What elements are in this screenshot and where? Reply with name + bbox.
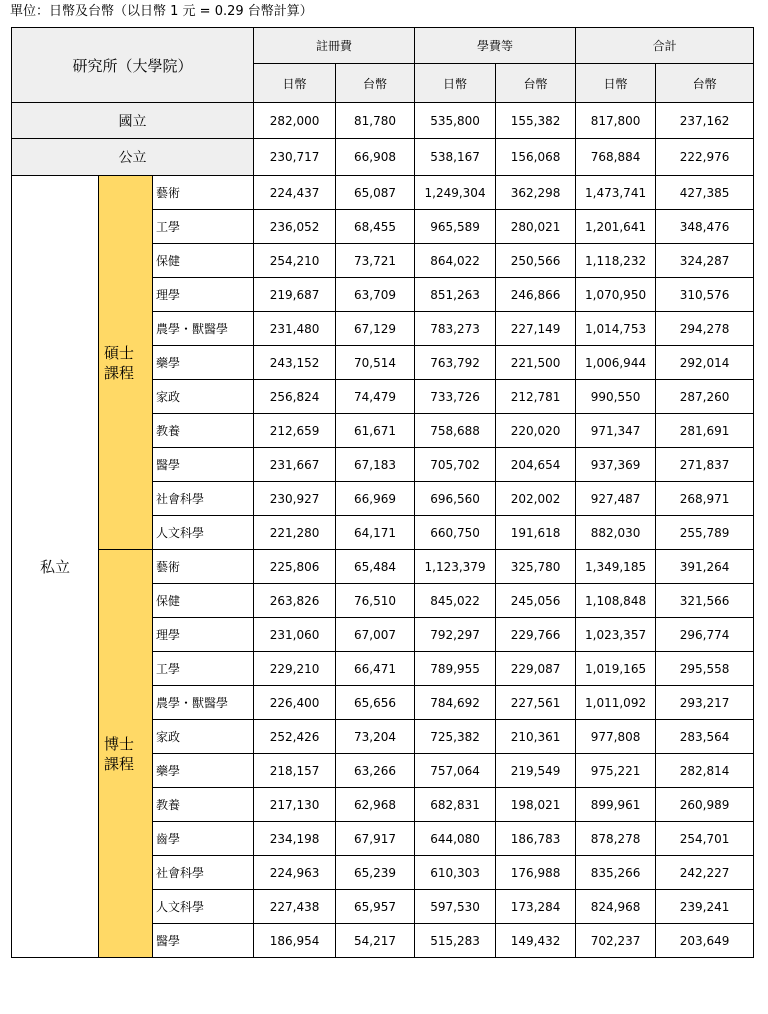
table-cell: 882,030 (576, 516, 656, 550)
field-name: 社會科學 (153, 856, 254, 890)
table-cell: 234,198 (254, 822, 336, 856)
table-cell: 1,023,357 (576, 618, 656, 652)
table-cell: 763,792 (415, 346, 496, 380)
table-cell: 231,667 (254, 448, 336, 482)
table-cell: 204,654 (496, 448, 576, 482)
header-total: 合計 (576, 28, 754, 64)
table-cell: 226,400 (254, 686, 336, 720)
table-cell: 282,000 (254, 103, 336, 139)
table-cell: 186,954 (254, 924, 336, 958)
table-cell: 271,837 (656, 448, 754, 482)
table-cell: 845,022 (415, 584, 496, 618)
table-cell: 229,210 (254, 652, 336, 686)
table-cell: 210,361 (496, 720, 576, 754)
table-cell: 1,070,950 (576, 278, 656, 312)
table-cell: 783,273 (415, 312, 496, 346)
doctor-course-label (99, 550, 153, 958)
header-twd: 台幣 (496, 64, 576, 103)
table-cell: 1,011,092 (576, 686, 656, 720)
master-course-line1: 碩士 (104, 343, 135, 362)
table-cell: 280,021 (496, 210, 576, 244)
table-cell: 757,064 (415, 754, 496, 788)
table-cell: 1,006,944 (576, 346, 656, 380)
table-cell: 282,814 (656, 754, 754, 788)
field-name: 藝術 (153, 550, 254, 584)
table-cell: 768,884 (576, 139, 656, 176)
table-cell: 231,480 (254, 312, 336, 346)
header-twd: 台幣 (656, 64, 754, 103)
table-row (12, 176, 754, 210)
header-jpy: 日幣 (254, 64, 336, 103)
table-cell: 255,789 (656, 516, 754, 550)
table-cell: 155,382 (496, 103, 576, 139)
table-cell: 203,649 (656, 924, 754, 958)
table-cell: 1,118,232 (576, 244, 656, 278)
table-cell: 254,210 (254, 244, 336, 278)
table-cell: 324,287 (656, 244, 754, 278)
table-cell: 229,087 (496, 652, 576, 686)
table-cell: 391,264 (656, 550, 754, 584)
table-cell: 321,566 (656, 584, 754, 618)
public-label: 公立 (12, 139, 254, 176)
table-cell: 362,298 (496, 176, 576, 210)
table-cell: 245,056 (496, 584, 576, 618)
table-row-public (12, 139, 754, 176)
tuition-table (11, 27, 754, 958)
table-cell: 198,021 (496, 788, 576, 822)
header-tuition: 學費等 (415, 28, 576, 64)
table-cell: 231,060 (254, 618, 336, 652)
table-cell: 149,432 (496, 924, 576, 958)
field-name: 農學・獸醫學 (153, 686, 254, 720)
table-cell: 1,201,641 (576, 210, 656, 244)
field-name: 保健 (153, 244, 254, 278)
table-cell: 68,455 (336, 210, 415, 244)
table-cell: 65,484 (336, 550, 415, 584)
table-cell: 81,780 (336, 103, 415, 139)
table-cell: 851,263 (415, 278, 496, 312)
private-label: 私立 (12, 176, 99, 958)
table-cell: 225,806 (254, 550, 336, 584)
field-name: 藥學 (153, 346, 254, 380)
table-cell: 66,969 (336, 482, 415, 516)
table-cell: 1,019,165 (576, 652, 656, 686)
table-cell: 219,687 (254, 278, 336, 312)
table-cell: 283,564 (656, 720, 754, 754)
table-cell: 702,237 (576, 924, 656, 958)
table-cell: 644,080 (415, 822, 496, 856)
table-cell: 65,239 (336, 856, 415, 890)
table-cell: 66,908 (336, 139, 415, 176)
table-cell: 660,750 (415, 516, 496, 550)
master-course-label (99, 176, 153, 550)
table-cell: 227,561 (496, 686, 576, 720)
table-cell: 515,283 (415, 924, 496, 958)
table-cell: 227,149 (496, 312, 576, 346)
table-cell: 254,701 (656, 822, 754, 856)
field-name: 藝術 (153, 176, 254, 210)
table-cell: 65,087 (336, 176, 415, 210)
header-jpy: 日幣 (576, 64, 656, 103)
field-name: 工學 (153, 652, 254, 686)
table-cell: 292,014 (656, 346, 754, 380)
table-cell: 230,927 (254, 482, 336, 516)
table-cell: 990,550 (576, 380, 656, 414)
table-cell: 817,800 (576, 103, 656, 139)
table-cell: 62,968 (336, 788, 415, 822)
table-cell: 348,476 (656, 210, 754, 244)
table-cell: 263,826 (254, 584, 336, 618)
table-cell: 971,347 (576, 414, 656, 448)
table-cell: 610,303 (415, 856, 496, 890)
table-row-national (12, 103, 754, 139)
table-cell: 67,183 (336, 448, 415, 482)
table-cell: 63,709 (336, 278, 415, 312)
table-cell: 927,487 (576, 482, 656, 516)
table-cell: 212,659 (254, 414, 336, 448)
table-cell: 696,560 (415, 482, 496, 516)
table-cell: 824,968 (576, 890, 656, 924)
table-cell: 937,369 (576, 448, 656, 482)
table-cell: 1,349,185 (576, 550, 656, 584)
table-row (12, 550, 754, 584)
table-cell: 977,808 (576, 720, 656, 754)
header-registration-fee: 註冊費 (254, 28, 415, 64)
table-cell: 246,866 (496, 278, 576, 312)
table-cell: 535,800 (415, 103, 496, 139)
field-name: 教養 (153, 414, 254, 448)
table-cell: 227,438 (254, 890, 336, 924)
table-cell: 682,831 (415, 788, 496, 822)
table-cell: 758,688 (415, 414, 496, 448)
field-name: 教養 (153, 788, 254, 822)
table-cell: 230,717 (254, 139, 336, 176)
table-cell: 597,530 (415, 890, 496, 924)
table-cell: 725,382 (415, 720, 496, 754)
doctor-course-line2: 課程 (104, 754, 135, 773)
table-cell: 792,297 (415, 618, 496, 652)
header-twd: 台幣 (336, 64, 415, 103)
field-name: 理學 (153, 618, 254, 652)
table-cell: 260,989 (656, 788, 754, 822)
field-name: 保健 (153, 584, 254, 618)
field-name: 醫學 (153, 448, 254, 482)
table-cell: 281,691 (656, 414, 754, 448)
table-cell: 67,007 (336, 618, 415, 652)
field-name: 社會科學 (153, 482, 254, 516)
table-cell: 65,656 (336, 686, 415, 720)
table-cell: 325,780 (496, 550, 576, 584)
table-cell: 268,971 (656, 482, 754, 516)
field-name: 農學・獸醫學 (153, 312, 254, 346)
table-cell: 156,068 (496, 139, 576, 176)
table-cell: 67,917 (336, 822, 415, 856)
table-cell: 218,157 (254, 754, 336, 788)
table-cell: 1,123,379 (415, 550, 496, 584)
table-cell: 186,783 (496, 822, 576, 856)
table-cell: 789,955 (415, 652, 496, 686)
unit-note: 單位：日幣及台幣（以日幣 1 元 = 0.29 台幣計算） (10, 4, 313, 19)
table-cell: 191,618 (496, 516, 576, 550)
table-cell: 73,721 (336, 244, 415, 278)
table-cell: 237,162 (656, 103, 754, 139)
table-cell: 835,266 (576, 856, 656, 890)
table-cell: 1,014,753 (576, 312, 656, 346)
table-cell: 212,781 (496, 380, 576, 414)
table-cell: 538,167 (415, 139, 496, 176)
table-cell: 173,284 (496, 890, 576, 924)
table-cell: 1,473,741 (576, 176, 656, 210)
table-cell: 250,566 (496, 244, 576, 278)
table-cell: 217,130 (254, 788, 336, 822)
table-cell: 202,002 (496, 482, 576, 516)
table-cell: 66,471 (336, 652, 415, 686)
table-cell: 70,514 (336, 346, 415, 380)
table-cell: 242,227 (656, 856, 754, 890)
table-cell: 74,479 (336, 380, 415, 414)
table-cell: 73,204 (336, 720, 415, 754)
header-jpy: 日幣 (415, 64, 496, 103)
field-name: 人文科學 (153, 516, 254, 550)
table-cell: 1,249,304 (415, 176, 496, 210)
doctor-course-line1: 博士 (104, 734, 135, 753)
field-name: 家政 (153, 720, 254, 754)
table-cell: 76,510 (336, 584, 415, 618)
field-name: 家政 (153, 380, 254, 414)
table-cell: 243,152 (254, 346, 336, 380)
table-cell: 296,774 (656, 618, 754, 652)
table-cell: 176,988 (496, 856, 576, 890)
table-cell: 293,217 (656, 686, 754, 720)
field-name: 藥學 (153, 754, 254, 788)
table-cell: 54,217 (336, 924, 415, 958)
table-cell: 229,766 (496, 618, 576, 652)
table-cell: 220,020 (496, 414, 576, 448)
table-cell: 61,671 (336, 414, 415, 448)
table-cell: 864,022 (415, 244, 496, 278)
table-cell: 975,221 (576, 754, 656, 788)
table-cell: 784,692 (415, 686, 496, 720)
master-course-line2: 課程 (104, 363, 135, 382)
table-cell: 733,726 (415, 380, 496, 414)
table-cell: 219,549 (496, 754, 576, 788)
table-cell: 67,129 (336, 312, 415, 346)
field-name: 工學 (153, 210, 254, 244)
table-cell: 287,260 (656, 380, 754, 414)
field-name: 齒學 (153, 822, 254, 856)
table-cell: 295,558 (656, 652, 754, 686)
field-name: 理學 (153, 278, 254, 312)
table-cell: 221,500 (496, 346, 576, 380)
field-name: 醫學 (153, 924, 254, 958)
table-cell: 310,576 (656, 278, 754, 312)
field-name: 人文科學 (153, 890, 254, 924)
table-cell: 965,589 (415, 210, 496, 244)
table-cell: 63,266 (336, 754, 415, 788)
table-cell: 294,278 (656, 312, 754, 346)
table-cell: 878,278 (576, 822, 656, 856)
table-cell: 224,437 (254, 176, 336, 210)
table-cell: 427,385 (656, 176, 754, 210)
table-cell: 224,963 (254, 856, 336, 890)
table-cell: 705,702 (415, 448, 496, 482)
table-cell: 222,976 (656, 139, 754, 176)
national-label: 國立 (12, 103, 254, 139)
table-cell: 252,426 (254, 720, 336, 754)
table-cell: 65,957 (336, 890, 415, 924)
table-cell: 1,108,848 (576, 584, 656, 618)
table-cell: 239,241 (656, 890, 754, 924)
header-institute: 研究所（大學院） (12, 28, 254, 103)
table-cell: 236,052 (254, 210, 336, 244)
table-cell: 64,171 (336, 516, 415, 550)
table-cell: 221,280 (254, 516, 336, 550)
table-cell: 899,961 (576, 788, 656, 822)
table-cell: 256,824 (254, 380, 336, 414)
